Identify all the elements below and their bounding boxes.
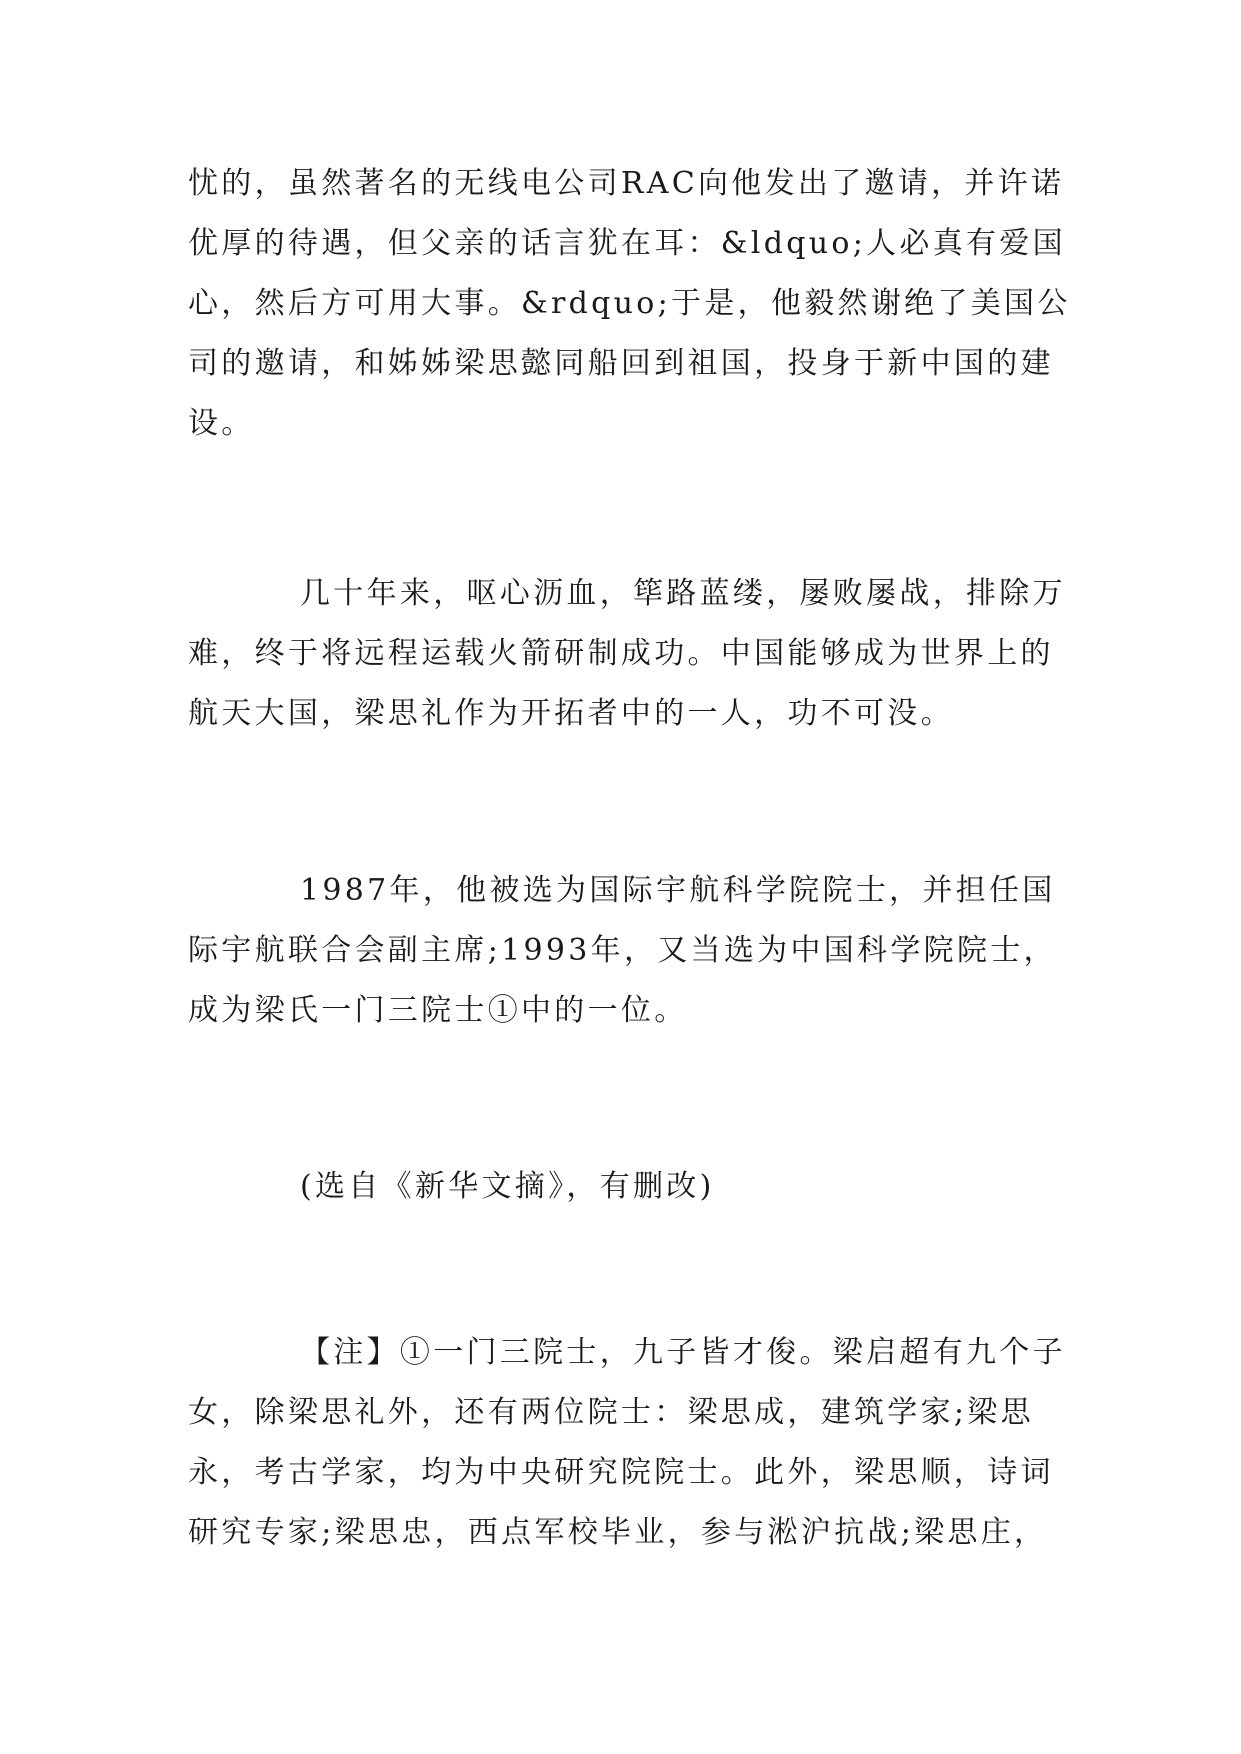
text-line: 1987年，他被选为国际宇航科学院院士，并担任国: [300, 873, 1056, 908]
text-line: (选自《新华文摘》，有删改): [300, 1169, 715, 1204]
text-line: 研究专家;梁思忠，西点军校毕业，参与淞沪抗战;梁思庄，: [188, 1515, 1048, 1550]
footnote: [188, 1323, 1066, 1563]
paragraph-return-to-china: [188, 154, 1071, 454]
text-line: 难，终于将远程运载火箭研制成功。中国能够成为世界上的: [188, 636, 1054, 671]
text-line: 心，然后方可用大事。&rdquo;于是，他毅然谢绝了美国公: [188, 286, 1071, 321]
text-line: 际宇航联合会副主席;1993年，又当选为中国科学院院士，: [188, 933, 1057, 968]
source-citation: [188, 1157, 1058, 1217]
text-line: 几十年来，呕心沥血，筚路蓝缕，屡败屡战，排除万: [300, 576, 1066, 611]
text-line: 【注】①一门三院士，九子皆才俊。梁启超有九个子: [300, 1335, 1066, 1370]
text-line: 优厚的待遇，但父亲的话言犹在耳：&ldquo;人必真有爱国: [188, 226, 1066, 261]
text-line: 忧的，虽然著名的无线电公司RAC向他发出了邀请，并许诺: [188, 166, 1065, 201]
text-line: 永，考古学家，均为中央研究院院士。此外，梁思顺，诗词: [188, 1455, 1054, 1490]
paragraph-rocket-research: [188, 564, 1066, 744]
text-line: 司的邀请，和姊姊梁思懿同船回到祖国，投身于新中国的建: [188, 346, 1054, 381]
text-line: 设。: [188, 406, 255, 441]
text-line: 航天大国，梁思礼作为开拓者中的一人，功不可没。: [188, 696, 954, 731]
paragraph-academician: [188, 861, 1058, 1041]
text-line: 成为梁氏一门三院士①中的一位。: [188, 993, 688, 1028]
text-line: 女，除梁思礼外，还有两位院士：梁思成，建筑学家;梁思: [188, 1395, 1034, 1430]
